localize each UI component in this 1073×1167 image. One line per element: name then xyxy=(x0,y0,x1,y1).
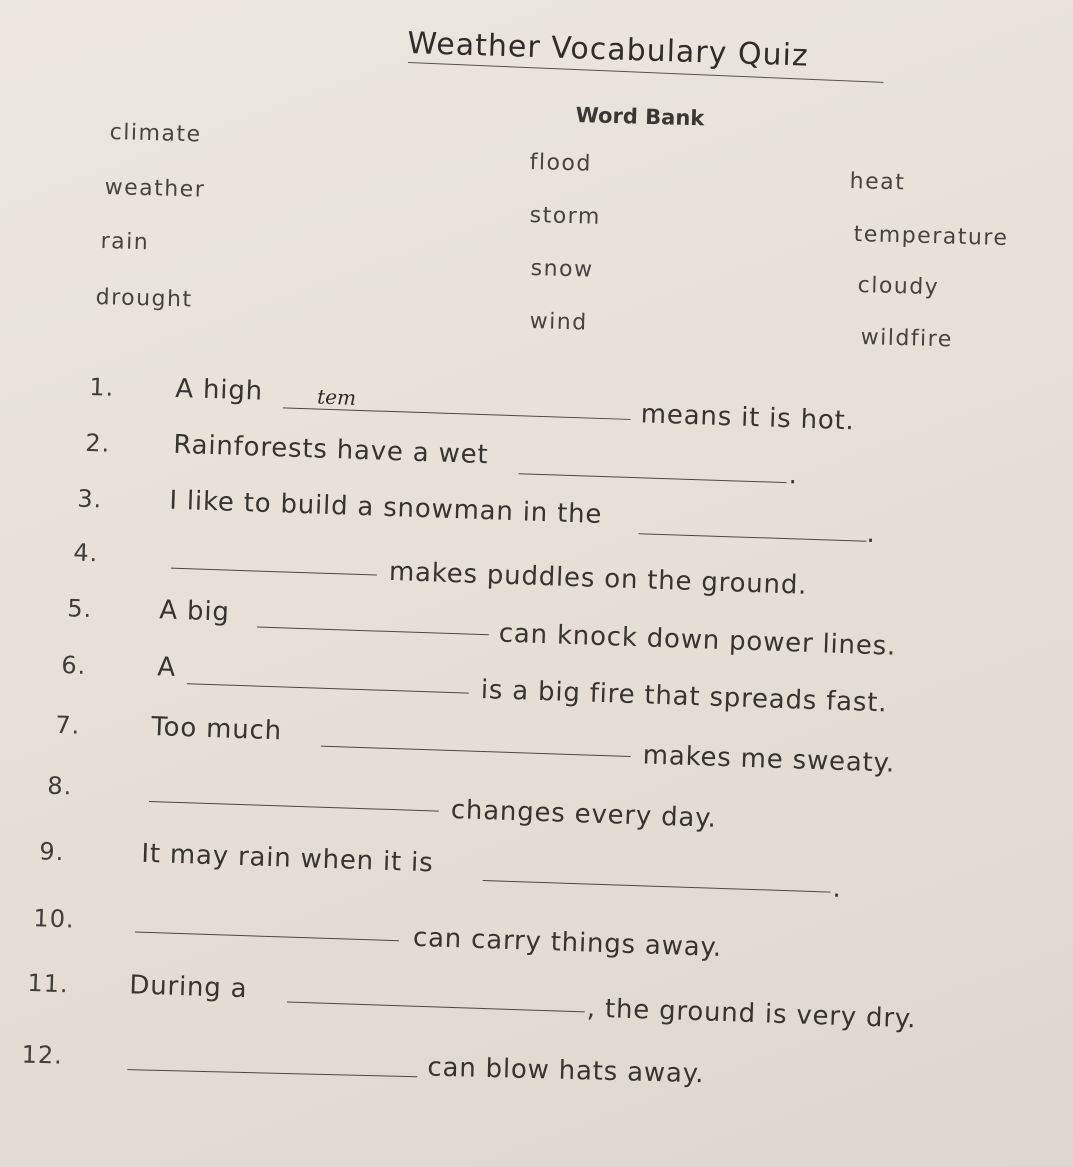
answer-blank[interactable] xyxy=(135,931,399,941)
question-text-before: Too much xyxy=(150,712,283,747)
question-text-after: . xyxy=(866,518,877,550)
word-bank-item: drought xyxy=(95,285,193,313)
word-bank-item: storm xyxy=(529,203,602,230)
handwritten-answer: tem xyxy=(316,384,357,410)
word-bank-item: wildfire xyxy=(860,325,954,353)
answer-blank[interactable] xyxy=(483,880,831,893)
question-number: 7. xyxy=(54,710,81,740)
question-text-after: means it is hot. xyxy=(640,399,856,437)
word-bank-item: climate xyxy=(109,120,202,148)
question-text-after: changes every day. xyxy=(450,794,718,834)
word-bank-item: flood xyxy=(529,150,593,177)
quiz-title: Weather Vocabulary Quiz xyxy=(406,26,810,74)
question-text-before: A high xyxy=(174,373,264,407)
word-bank-item: rain xyxy=(100,229,150,256)
question-text-after: , the ground is very dry. xyxy=(586,993,917,1035)
word-bank-item: wind xyxy=(529,309,588,336)
answer-blank[interactable] xyxy=(149,801,439,812)
answer-blank[interactable] xyxy=(187,683,469,693)
word-bank-item: temperature xyxy=(853,222,1009,252)
word-bank-heading: Word Bank xyxy=(575,103,705,131)
question-text-before: Rainforests have a wet xyxy=(172,429,489,471)
question-text-before: During a xyxy=(128,970,248,1005)
word-bank-item: cloudy xyxy=(857,273,940,301)
question-number: 4. xyxy=(72,538,99,568)
question-text-after: is a big fire that spreads fast. xyxy=(480,674,888,719)
question-text-before: A big xyxy=(158,595,231,628)
answer-blank[interactable] xyxy=(283,407,631,420)
question-number: 1. xyxy=(88,372,115,402)
question-text-before: A xyxy=(156,652,177,683)
question-text-after: makes puddles on the ground. xyxy=(388,556,808,601)
question-text-after: . xyxy=(832,873,843,904)
answer-blank[interactable] xyxy=(321,746,631,757)
question-row xyxy=(0,1040,1073,1116)
question-text-after: can carry things away. xyxy=(412,922,723,963)
question-number: 11. xyxy=(26,968,70,999)
question-text-after: can knock down power lines. xyxy=(498,618,897,662)
question-number: 3. xyxy=(76,484,103,514)
answer-blank[interactable] xyxy=(287,1002,585,1013)
question-number: 5. xyxy=(66,594,93,624)
question-text-after: can blow hats away. xyxy=(427,1052,705,1090)
question-number: 10. xyxy=(32,904,76,934)
word-bank-item: heat xyxy=(849,169,906,196)
question-number: 9. xyxy=(38,837,65,867)
word-bank-item: snow xyxy=(530,256,594,283)
answer-blank[interactable] xyxy=(519,473,787,483)
question-text-after: . xyxy=(788,460,799,491)
question-number: 8. xyxy=(46,771,73,801)
answer-blank[interactable] xyxy=(171,568,377,576)
question-text-after: makes me sweaty. xyxy=(642,740,896,779)
question-number: 6. xyxy=(60,651,87,680)
question-number: 2. xyxy=(84,428,111,458)
answer-blank[interactable] xyxy=(639,533,867,542)
answer-blank[interactable] xyxy=(257,627,489,636)
answer-blank[interactable] xyxy=(127,1069,417,1077)
question-text-before: I like to build a snowman in the xyxy=(168,485,603,530)
question-number: 12. xyxy=(21,1040,64,1070)
word-bank-item: weather xyxy=(104,175,206,203)
question-text-before: It may rain when it is xyxy=(140,838,434,879)
